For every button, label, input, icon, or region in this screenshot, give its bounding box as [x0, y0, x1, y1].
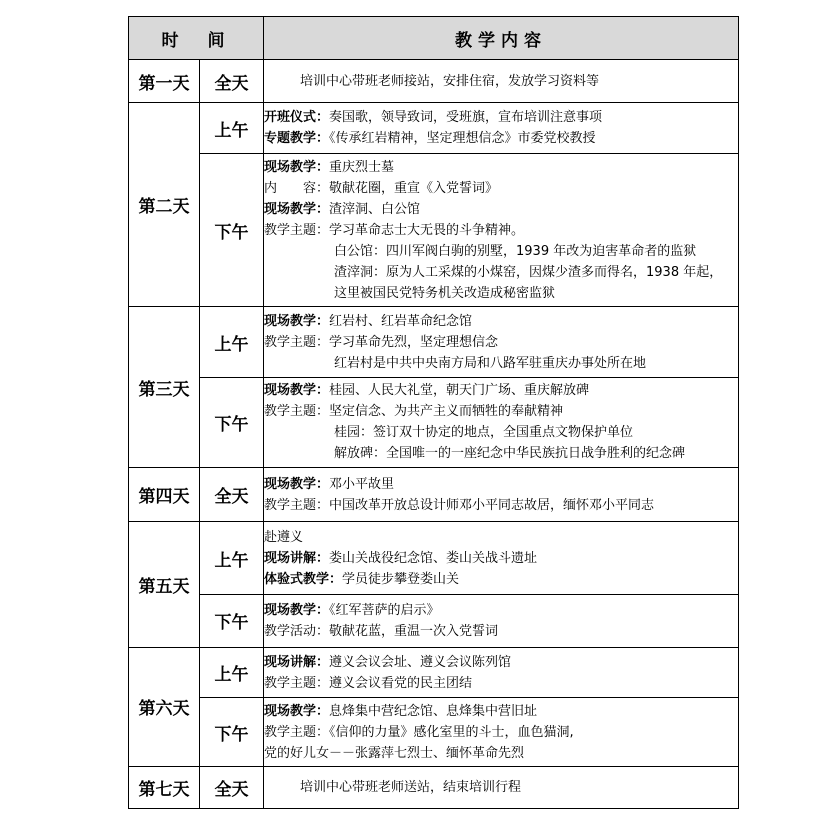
label: 教学主题：: [264, 497, 330, 513]
day6-am-segment: 上午: [200, 648, 264, 698]
text: 息烽集中营纪念馆、息烽集中营旧址: [329, 703, 538, 719]
detail-line: 红岩村是中共中央南方局和八路军驻重庆办事处所在地: [334, 355, 647, 371]
text: 红岩村、红岩革命纪念馆: [329, 313, 473, 329]
detail-line: 解放碑：全国唯一的一座纪念中华民族抗日战争胜利的纪念碑: [334, 446, 686, 462]
text: 学员徒步攀登娄山关: [342, 571, 460, 587]
text: 邓小平故里: [329, 476, 395, 492]
day5-pm-row: [129, 594, 739, 647]
day5-am-content: [264, 522, 739, 594]
day2-am-segment: 上午: [200, 103, 264, 153]
text: 重庆烈士墓: [329, 159, 395, 175]
day6-pm-segment: 下午: [200, 698, 264, 766]
day7-content: 培训中心带班老师送站，结束培训行程: [264, 766, 739, 808]
text: 坚定信念、为共产主义而牺牲的奉献精神: [329, 404, 564, 420]
label: 专题教学：: [264, 131, 330, 147]
text: 《传承红岩精神，坚定理想信念》市委党校教授: [329, 131, 596, 147]
day3-am-content: [264, 307, 739, 377]
detail-line: 赴遵义: [264, 529, 304, 545]
day3-am-segment: 上午: [200, 307, 264, 377]
day5-am-row: [129, 522, 739, 594]
day5-pm-segment: 下午: [200, 594, 264, 647]
day4-segment: 全天: [200, 468, 264, 522]
day1-row: [129, 60, 739, 103]
day1-label: 第一天: [129, 60, 200, 103]
text: 遵义会议看党的民主团结: [329, 675, 473, 691]
label: 现场教学：: [264, 313, 330, 329]
day7-segment: 全天: [200, 766, 264, 808]
day3-pm-row: [129, 377, 739, 467]
day3-pm-segment: 下午: [200, 377, 264, 467]
day2-am-row: [129, 103, 739, 153]
day6-pm-content: [264, 698, 739, 766]
text: 中国改革开放总设计师邓小平同志故居，缅怀邓小平同志: [329, 497, 655, 513]
label: 现场教学：: [264, 383, 330, 399]
text: 《信仰的力量》感化室里的斗士，血色猫洞,: [329, 724, 574, 740]
detail-line: 桂园：签订双十协定的地点，全国重点文物保护单位: [334, 425, 634, 441]
day4-content: [264, 468, 739, 522]
label: 教学主题：: [264, 675, 330, 691]
label: 教学主题：: [264, 222, 330, 238]
day2-label: 第二天: [129, 103, 200, 307]
label: 现场教学：: [264, 476, 330, 492]
text: 遵义会议会址、遵义会议陈列馆: [329, 654, 512, 670]
label: 体验式教学：: [264, 571, 343, 587]
label: 现场教学：: [264, 201, 330, 217]
text: 学习革命先烈，坚定理想信念: [329, 334, 499, 350]
label: 教学主题：: [264, 334, 330, 350]
header-row: [129, 17, 739, 60]
day6-label: 第六天: [129, 648, 200, 767]
header-content: 教学内容: [264, 17, 739, 60]
day6-am-row: [129, 648, 739, 698]
day6-pm-row: [129, 698, 739, 766]
day2-pm-segment: 下午: [200, 153, 264, 307]
day3-label: 第三天: [129, 307, 200, 468]
detail-line: 党的好儿女－－张露萍七烈士、缅怀革命先烈: [264, 745, 525, 761]
text: 敬献花蓝，重温一次入党誓词: [329, 623, 499, 639]
day4-label: 第四天: [129, 468, 200, 522]
label: 教学主题：: [264, 724, 330, 740]
day7-row: [129, 766, 739, 808]
day1-segment: 全天: [200, 60, 264, 103]
label: 内 容：: [264, 180, 330, 196]
text: 奏国歌，领导致词，受班旗，宣布培训注意事项: [329, 110, 603, 126]
header-time: 时 间: [129, 17, 264, 60]
text: 娄山关战役纪念馆、娄山关战斗遗址: [329, 550, 538, 566]
day2-pm-content: [264, 153, 739, 307]
day2-pm-row: [129, 153, 739, 307]
text: 渣滓洞、白公馆: [329, 201, 421, 217]
label: 教学主题：: [264, 404, 330, 420]
text: 学习革命志士大无畏的斗争精神。: [329, 222, 525, 238]
day1-content: 培训中心带班老师接站，安排住宿，发放学习资料等: [264, 60, 739, 103]
label: 开班仪式：: [264, 110, 330, 126]
day5-label: 第五天: [129, 522, 200, 648]
label: 现场教学：: [264, 159, 330, 175]
label: 教学活动：: [264, 623, 330, 639]
day7-label: 第七天: [129, 766, 200, 808]
day5-pm-content: [264, 594, 739, 647]
day3-am-row: [129, 307, 739, 377]
label: 现场讲解：: [264, 550, 330, 566]
day3-pm-content: [264, 377, 739, 467]
training-schedule-table: [128, 16, 739, 809]
text: 桂园、人民大礼堂，朝天门广场、重庆解放碑: [329, 383, 590, 399]
day4-row: [129, 468, 739, 522]
day5-am-segment: 上午: [200, 522, 264, 594]
day2-am-content: [264, 103, 739, 153]
label: 现场教学：: [264, 703, 330, 719]
day6-am-content: [264, 648, 739, 698]
detail-line: 这里被国民党特务机关改造成秘密监狱: [334, 285, 556, 301]
label: 现场教学：: [264, 602, 330, 618]
detail-line: 渣滓洞：原为人工采煤的小煤窑，因煤少渣多而得名，1938 年起，: [334, 264, 723, 280]
text: 敬献花圈，重宣《入党誓词》: [329, 180, 499, 196]
text: 《红军菩萨的启示》: [329, 602, 440, 618]
detail-line: 白公馆：四川军阀白驹的别墅，1939 年改为迫害革命者的监狱: [334, 243, 697, 259]
label: 现场讲解：: [264, 654, 330, 670]
